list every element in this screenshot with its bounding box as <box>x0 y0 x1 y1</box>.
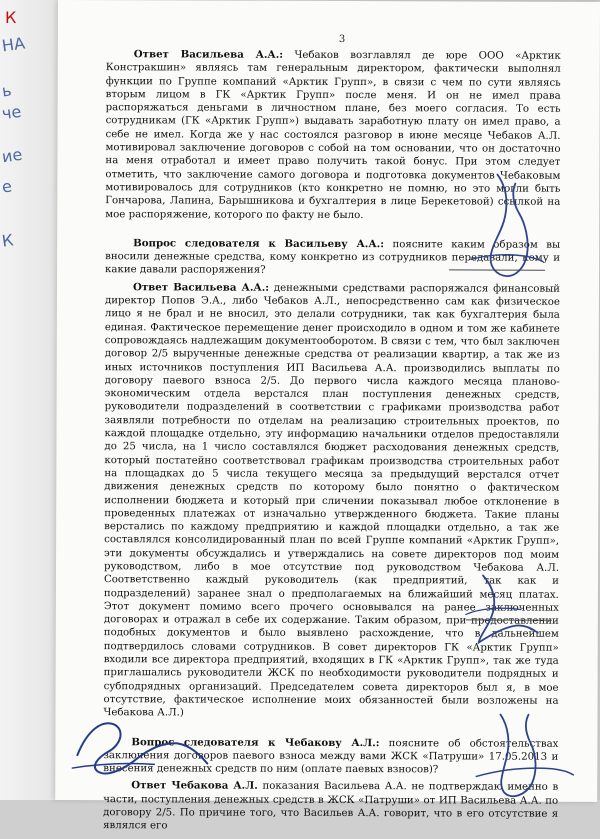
red-margin-mark: К <box>5 8 17 27</box>
paragraph-1 <box>105 48 561 222</box>
document-page <box>55 0 600 832</box>
paragraph-3 <box>103 281 560 721</box>
paragraph-2 <box>105 237 560 278</box>
margin-note-1: НА <box>0 33 27 56</box>
underlying-page-edge <box>0 0 59 800</box>
margin-note-2: ь <box>0 80 13 101</box>
speaker-label: Ответ Васильева А.А.: <box>132 281 270 294</box>
margin-note-4: ие <box>0 144 24 167</box>
speaker-label: Ответ Чебакова А.Л. <box>131 779 258 793</box>
paragraph-text: поясните каким образом вы вносили денежные средства, кому конкретно из сотрудников передавали, кому и какие давали распоряжения? <box>105 238 561 277</box>
paragraph-text: поясните об обстоятельствах заключения договоров паевого взноса между вами ЖСК «Патруши» 17.05.2013 и внесения денежных средств по ним (оплате паевых взносов)? <box>103 737 559 776</box>
speaker-label: Вопрос следователя к Чебакову А.Л.: <box>131 735 380 749</box>
document-body <box>103 48 561 838</box>
paragraph-text: Чебаков возглавлял де юре ООО «Арктик Констракшин» являясь там генеральным директором, фактически выполнял функции по Группе компаний «Арктик Групп», в связи с чем по сути являясь вторым лицом в ГК «Арктик Групп» после меня. И он не имел права распоряжаться деньгами в личностном плане, без моего согласия. То есть сотрудникам (ГК «Арктик Групп») выдавать заработную плату он имел право, а себе не имел. Когда же у нас состоялся разговор в июне месяце Чебаков А.Л. мотивировал заключение договоров с собой на том основании, что он достаточно на меня отработал и имеет право получить такой бонус. При этом следует отметить, что заключение самого договора и подготовка документов Чебаковым мотивировалось для сотрудников (кто конкретно не помню, но это могли быть Гончарова, Лапина, Барышникова и бухгалтерия в лице Берекетовой) ссылкой на мое распоряжение, которого по факту не было. <box>105 49 561 221</box>
margin-note-3: че <box>0 101 23 124</box>
margin-note-6: К <box>0 230 15 251</box>
paragraph-4 <box>103 736 558 777</box>
paragraph-5 <box>103 780 558 835</box>
speaker-label: Ответ Васильева А.А.: <box>133 48 284 61</box>
speaker-label: Вопрос следователя к Васильеву А.А.: <box>133 237 384 250</box>
margin-note-5: е <box>0 176 14 197</box>
page-number: 3 <box>338 33 346 46</box>
paragraph-text: денежными средствами распоряжался финансовый директор Попов Э.А., либо Чебаков А.Л., непосредственно сам как физическое лицо я не брал и не вносил, это делали сотрудники, так как бухгалтерия была единая. Фактическое перемещение денег происходило в одном и том же кабинете сопровождаясь надлежащим документооборотом. В связи с тем, что был заключен договор 2/5 вырученные денежные средства от реализации квартир, а так же из иных источников поступления ИП Васильева А.А. производились выплаты по договору паевого взноса 2/5. До первого числа каждого месяца планово-экономическим отдела верстался план поступления денежных средств, руководители подразделений в соответствии с графиками производства работ заявляли потребности по отделам на реализацию строительных проектов, по каждой площадке отдельно, эту информацию начальники отделов предоставляли до 25 числа, на 1 число составлялся бюджет расходования денежных средств, который постатейно соответствовал графикам производства строительных работ на площадках до 5 числа текущего месяца за предыдущий верстался отчет движения денежных средств по которому было понятно о фактическом исполнении бюджета и который при сличении показывал любое отклонение в проведенных платежах от изначально утвержденного бюджета. Такие планы верстались по каждому предприятию и каждой площадки отдельно, а так же составлялся консолидированный план по всей Группе компаний «Арктик Групп», эти документы обсуждались и утверждались на совете директоров под моим руководством, либо в мое отсутствие под руководством Чебакова А.Л. Соответственно каждый руководитель (как предприятий, так как и подразделений) заранее знал о предполагаемых на ближайший месяц платах. Этот документ помимо всего прочего основывался на ранее заключенных договорах и отражал в себе их содержание. Таким образом, при предоставлении подобных документов и было выявлено расхождение, что в дальнейшем подтвердилось словами сотрудников. В совет директоров ГК «Арктик Групп» входили все директора предприятий, входящих в ГК «Арктик Групп», так же туда приглашались руководители ЖСК по необходимости руководители подрядных и субподрядных организаций. Председателем совета директоров был я, в мое отсутствие, фактическое исполнение моих обязанностей были возложены на Чебакова А.Л.) <box>103 282 560 719</box>
paragraph-text: показания Васильева А.А. не подтверждаю именно в части, поступления денежных средств в ЖСК «Патруши» от ИП Васильева А.А. по договору 2/5. По причине того, что Васильев А.А. говорит, что в его отсутствие я являлся его <box>103 781 559 832</box>
